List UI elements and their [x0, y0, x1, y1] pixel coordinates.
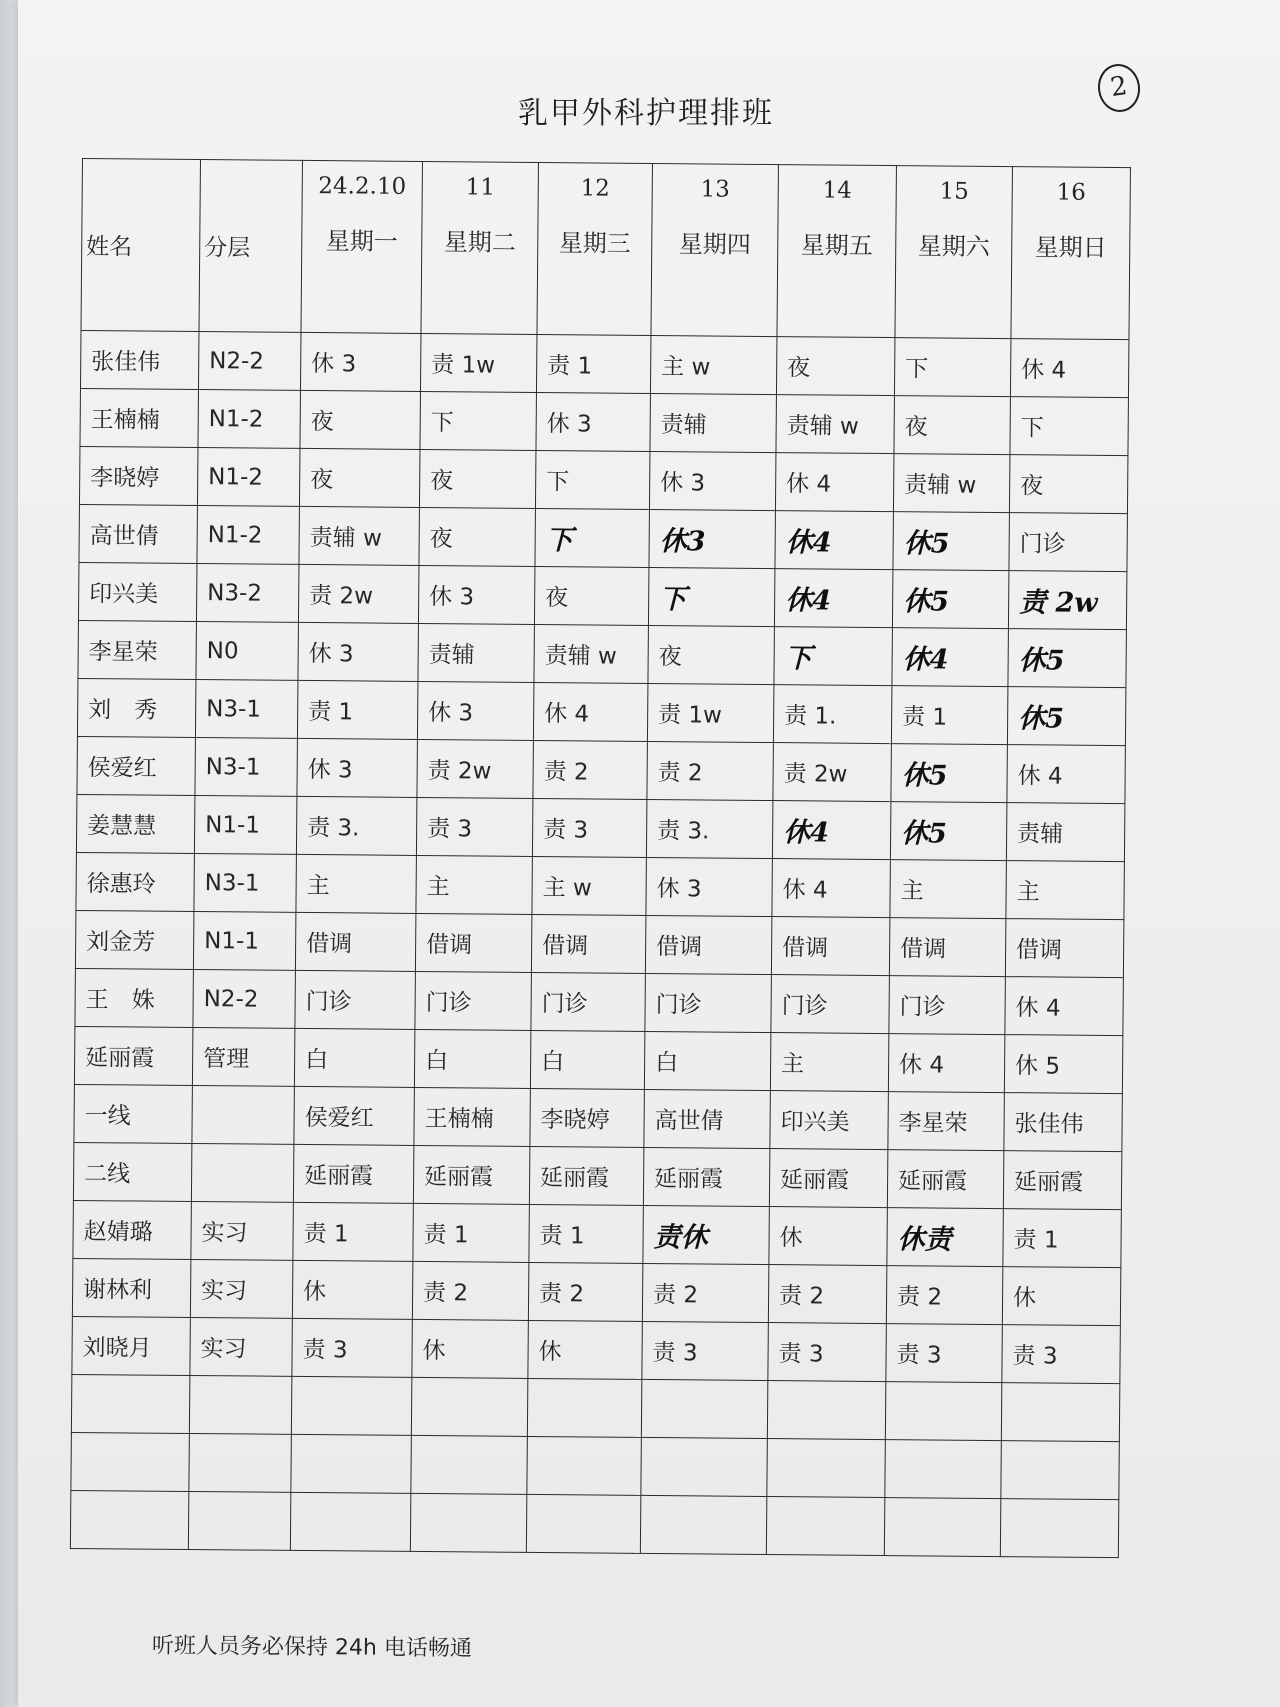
- shift-cell: 责 3: [292, 1318, 413, 1377]
- blank-cell: [884, 1498, 1001, 1557]
- shift-cell: 责 1: [297, 680, 418, 739]
- staff-name-cell: 印兴美: [78, 562, 197, 621]
- handwritten-shift-cell: 休5: [893, 512, 1010, 571]
- day-date: 16: [1056, 179, 1086, 206]
- blank-row: [71, 1432, 1119, 1499]
- shift-cell: 休 3: [418, 565, 535, 624]
- handwritten-shift-cell: 责休: [643, 1205, 770, 1264]
- day-weekday: 星期六: [917, 232, 990, 261]
- staff-level-cell: N1-1: [193, 912, 296, 971]
- schedule-row: [77, 736, 1125, 803]
- shift-cell: 责 3: [1002, 1325, 1121, 1384]
- shift-cell: 借调: [889, 918, 1006, 977]
- blank-row: [71, 1374, 1119, 1441]
- blank-cell: [1001, 1441, 1120, 1500]
- shift-cell: 休: [412, 1319, 529, 1378]
- handwritten-shift-cell: 休5: [1008, 629, 1127, 688]
- shift-cell: 责辅 w: [534, 624, 649, 683]
- shift-cell: 责 2: [647, 741, 774, 800]
- page-title: 乳甲外科护理排班: [518, 96, 774, 131]
- shift-cell: 责 1w: [420, 333, 537, 392]
- shift-cell: 白: [294, 1028, 415, 1087]
- name-header: 姓名: [81, 159, 200, 332]
- shift-cell: 印兴美: [770, 1091, 889, 1150]
- shift-cell: 休: [292, 1260, 413, 1319]
- blank-cell: [411, 1435, 528, 1494]
- handwritten-shift-cell: 休5: [891, 744, 1008, 803]
- shift-cell: 休 4: [888, 1034, 1005, 1093]
- staff-name-cell: 刘晓月: [72, 1316, 191, 1375]
- day-date: 15: [939, 178, 969, 205]
- staff-name-cell: 李星荣: [78, 620, 197, 679]
- day-date: 14: [822, 177, 852, 204]
- shift-cell: 借调: [645, 915, 772, 974]
- shift-cell: 责 2: [642, 1263, 769, 1322]
- shift-cell: 门诊: [415, 971, 532, 1030]
- blank-cell: [641, 1437, 768, 1496]
- schedule-row: [76, 794, 1124, 861]
- shift-cell: 门诊: [771, 975, 890, 1034]
- shift-cell: 责 3: [642, 1321, 769, 1380]
- staff-level-cell: N1-2: [198, 390, 301, 449]
- blank-cell: [641, 1379, 768, 1438]
- staff-name-cell: 张佳伟: [80, 330, 199, 389]
- shift-cell: 借调: [531, 914, 646, 973]
- shift-cell: 主: [890, 860, 1007, 919]
- shift-cell: 李晓婷: [530, 1088, 645, 1147]
- shift-cell: 休 5: [1004, 1035, 1123, 1094]
- day-weekday: 星期日: [1034, 233, 1107, 262]
- shift-cell: 休: [528, 1320, 643, 1379]
- shift-cell: 责 2: [886, 1266, 1003, 1325]
- schedule-row: [79, 446, 1127, 513]
- shift-cell: 休 4: [772, 859, 891, 918]
- staff-name-cell: 高世倩: [79, 504, 198, 563]
- shift-cell: 夜: [300, 390, 421, 449]
- handwritten-shift-cell: 休5: [892, 570, 1009, 629]
- schedule-table: [70, 158, 1131, 1558]
- shift-cell: 夜: [894, 396, 1011, 455]
- header-row: [81, 159, 1130, 340]
- staff-name-cell: 刘金芳: [75, 910, 194, 969]
- shift-cell: 夜: [534, 566, 649, 625]
- handwritten-shift-cell: 下: [535, 508, 650, 567]
- staff-name-cell: 谢林利: [72, 1258, 191, 1317]
- day-header: [537, 162, 652, 335]
- staff-name-cell: 徐惠玲: [76, 852, 195, 911]
- shift-cell: 责 2: [412, 1261, 529, 1320]
- schedule-row: [74, 1026, 1122, 1093]
- shift-cell: 延丽霞: [643, 1147, 770, 1206]
- blank-cell: [290, 1492, 411, 1551]
- shift-cell: 责 2: [768, 1265, 887, 1324]
- shift-cell: 下: [1010, 397, 1129, 456]
- shift-cell: 白: [644, 1031, 771, 1090]
- staff-name-cell: 李晓婷: [79, 446, 198, 505]
- shift-cell: 责 2w: [298, 564, 419, 623]
- shift-cell: 责 1: [891, 686, 1008, 745]
- handwritten-shift-cell: 休4: [774, 569, 893, 628]
- day-header: [1011, 167, 1130, 340]
- blank-cell: [70, 1490, 189, 1549]
- shift-cell: 责辅: [1006, 803, 1125, 862]
- shift-cell: 白: [414, 1029, 531, 1088]
- shift-cell: 下: [420, 391, 537, 450]
- staff-level-cell: N0: [196, 622, 299, 681]
- blank-cell: [410, 1493, 527, 1552]
- staff-level-cell: 实习: [191, 1201, 294, 1260]
- blank-cell: [291, 1434, 412, 1493]
- day-weekday: 星期一: [325, 227, 398, 256]
- handwritten-shift-cell: 休4: [775, 511, 894, 570]
- shift-cell: 夜: [776, 337, 895, 396]
- shift-cell: 侯爱红: [294, 1086, 415, 1145]
- blank-cell: [189, 1433, 292, 1492]
- shift-cell: 借调: [415, 913, 532, 972]
- blank-cell: [885, 1382, 1002, 1441]
- shift-cell: 借调: [295, 912, 416, 971]
- day-weekday: 星期五: [800, 231, 873, 260]
- shift-cell: 门诊: [295, 970, 416, 1029]
- shift-cell: 高世倩: [644, 1089, 771, 1148]
- shift-cell: 延丽霞: [887, 1150, 1004, 1209]
- staff-name-cell: 二线: [73, 1142, 192, 1201]
- shift-cell: 责 1: [529, 1204, 644, 1263]
- schedule-row: [73, 1142, 1121, 1209]
- schedule-row: [75, 910, 1123, 977]
- shift-cell: 休: [1002, 1267, 1121, 1326]
- shift-cell: 责 3: [886, 1324, 1003, 1383]
- shift-cell: 休 3: [297, 738, 418, 797]
- shift-cell: 责 3: [768, 1323, 887, 1382]
- blank-cell: [1000, 1499, 1119, 1558]
- schedule-row: [80, 388, 1128, 455]
- shift-cell: 责辅 w: [776, 395, 895, 454]
- schedule-row: [73, 1200, 1121, 1267]
- blank-cell: [527, 1378, 642, 1437]
- schedule-row: [79, 504, 1127, 571]
- staff-name-cell: 王 姝: [75, 968, 194, 1027]
- shift-cell: 主: [770, 1033, 889, 1092]
- shift-cell: 门诊: [645, 973, 772, 1032]
- blank-cell: [885, 1440, 1002, 1499]
- staff-level-cell: N2-2: [198, 332, 301, 391]
- shift-cell: 休: [769, 1207, 888, 1266]
- schedule-row: [77, 678, 1125, 745]
- shift-cell: 延丽霞: [529, 1146, 644, 1205]
- blank-cell: [526, 1494, 641, 1553]
- staff-level-cell: 管理: [192, 1028, 295, 1087]
- shift-cell: 延丽霞: [1003, 1151, 1122, 1210]
- staff-level-cell: N1-2: [197, 506, 300, 565]
- shift-cell: 门诊: [1009, 513, 1128, 572]
- shift-cell: 责辅: [418, 623, 535, 682]
- shift-cell: 主 w: [650, 335, 777, 394]
- staff-name-cell: 王楠楠: [80, 388, 199, 447]
- shift-cell: 休 4: [1010, 339, 1129, 398]
- shift-cell: 门诊: [531, 972, 646, 1031]
- shift-cell: 夜: [419, 507, 536, 566]
- handwritten-shift-cell: 责 2w: [1008, 571, 1127, 630]
- day-header: [651, 163, 778, 336]
- staff-level-cell: N3-1: [195, 680, 298, 739]
- day-weekday: 星期二: [443, 228, 516, 257]
- shift-cell: 责辅: [650, 393, 777, 452]
- shift-cell: 夜: [299, 448, 420, 507]
- handwritten-shift-cell: 下: [774, 627, 893, 686]
- blank-cell: [71, 1374, 190, 1433]
- shift-cell: 责 2: [533, 740, 648, 799]
- blank-row: [70, 1490, 1118, 1557]
- shift-cell: 责 3.: [646, 799, 773, 858]
- handwritten-shift-cell: 休5: [1007, 687, 1126, 746]
- day-header: [777, 165, 896, 338]
- shift-cell: 责 1.: [773, 685, 892, 744]
- shift-cell: 责 2: [528, 1262, 643, 1321]
- shift-cell: 休 3: [646, 857, 773, 916]
- shift-cell: 责 3.: [296, 796, 417, 855]
- shift-cell: 借调: [771, 917, 890, 976]
- blank-cell: [767, 1439, 886, 1498]
- shift-cell: 休 3: [298, 622, 419, 681]
- handwritten-shift-cell: 休4: [772, 801, 891, 860]
- staff-level-cell: [192, 1085, 295, 1144]
- shift-cell: 张佳伟: [1004, 1093, 1123, 1152]
- staff-level-cell: N3-1: [195, 738, 298, 797]
- staff-level-cell: N3-1: [194, 854, 297, 913]
- shift-cell: 延丽霞: [413, 1145, 530, 1204]
- staff-level-cell: N1-2: [197, 448, 300, 507]
- shift-cell: 休 4: [533, 682, 648, 741]
- shift-cell: 夜: [1009, 455, 1128, 514]
- staff-name-cell: 赵婧璐: [73, 1200, 192, 1259]
- shift-cell: 主: [1006, 861, 1125, 920]
- staff-name-cell: 刘 秀: [77, 678, 196, 737]
- staff-name-cell: 延丽霞: [74, 1026, 193, 1085]
- shift-cell: 责 1: [293, 1202, 414, 1261]
- shift-cell: 责 3: [416, 797, 533, 856]
- shift-cell: 主 w: [532, 856, 647, 915]
- shift-cell: 休 3: [300, 332, 421, 391]
- handwritten-shift-cell: 下: [648, 567, 775, 626]
- staff-level-cell: N3-2: [196, 564, 299, 623]
- shift-cell: 休 4: [775, 453, 894, 512]
- blank-cell: [767, 1381, 886, 1440]
- schedule-row: [72, 1258, 1120, 1325]
- schedule-row: [75, 968, 1123, 1035]
- shift-cell: 责 2w: [773, 743, 892, 802]
- handwritten-shift-cell: 休4: [892, 628, 1009, 687]
- footer-note: 听班人员务必保持 24h 电话畅通: [151, 1633, 473, 1662]
- day-header: [301, 160, 422, 333]
- staff-level-cell: 实习: [190, 1259, 293, 1318]
- shift-cell: 李星荣: [888, 1092, 1005, 1151]
- staff-level-cell: 实习: [190, 1317, 293, 1376]
- day-date: 11: [465, 174, 496, 201]
- day-header: [895, 166, 1012, 339]
- blank-cell: [766, 1497, 885, 1556]
- shift-cell: 责 1: [1003, 1209, 1122, 1268]
- shift-cell: 延丽霞: [769, 1149, 888, 1208]
- staff-level-cell: N2-2: [193, 970, 296, 1029]
- staff-name-cell: 姜慧慧: [76, 794, 195, 853]
- shift-cell: 休 4: [1005, 977, 1124, 1036]
- blank-cell: [411, 1377, 528, 1436]
- blank-cell: [1001, 1383, 1120, 1442]
- shift-cell: 责 1: [536, 334, 651, 393]
- shift-cell: 休 3: [649, 451, 776, 510]
- schedule-row: [78, 562, 1126, 629]
- shift-cell: 责 2w: [417, 739, 534, 798]
- shift-cell: 责 3: [532, 798, 647, 857]
- day-date: 13: [700, 176, 731, 203]
- blank-cell: [189, 1375, 292, 1434]
- blank-cell: [291, 1376, 412, 1435]
- shift-cell: 休 3: [417, 681, 534, 740]
- handwritten-shift-cell: 休责: [887, 1208, 1004, 1267]
- staff-level-cell: N1-1: [194, 796, 297, 855]
- schedule-row: [72, 1316, 1120, 1383]
- shift-cell: 下: [894, 338, 1011, 397]
- shift-cell: 责 1: [413, 1203, 530, 1262]
- level-header: 分层: [199, 160, 302, 333]
- day-weekday: 星期四: [678, 230, 751, 259]
- blank-cell: [640, 1495, 767, 1554]
- schedule-row: [76, 852, 1124, 919]
- shift-cell: 休 3: [536, 392, 651, 451]
- staff-name-cell: 一线: [74, 1084, 193, 1143]
- day-date: 24.2.10: [318, 173, 407, 200]
- shift-cell: 休 4: [1007, 745, 1126, 804]
- schedule-row: [74, 1084, 1122, 1151]
- staff-name-cell: 侯爱红: [77, 736, 196, 795]
- shift-cell: 主: [296, 854, 417, 913]
- shift-cell: 责 1w: [647, 683, 774, 742]
- shift-cell: 责辅 w: [893, 454, 1010, 513]
- shift-cell: 借调: [1005, 919, 1124, 978]
- staff-level-cell: [191, 1143, 294, 1202]
- day-date: 12: [580, 175, 611, 202]
- shift-cell: 门诊: [889, 976, 1006, 1035]
- blank-cell: [527, 1436, 642, 1495]
- day-header: [421, 161, 538, 334]
- page-number-mark: 2: [1095, 61, 1143, 114]
- blank-cell: [188, 1491, 291, 1550]
- blank-cell: [71, 1432, 190, 1491]
- shift-cell: 责辅 w: [299, 506, 420, 565]
- handwritten-shift-cell: 休3: [649, 509, 776, 568]
- shift-cell: 夜: [419, 449, 536, 508]
- shift-cell: 王楠楠: [414, 1087, 531, 1146]
- shift-cell: 延丽霞: [293, 1144, 414, 1203]
- schedule-row: [80, 330, 1128, 397]
- shift-cell: 白: [530, 1030, 645, 1089]
- day-weekday: 星期三: [558, 229, 631, 258]
- shift-cell: 夜: [648, 625, 775, 684]
- handwritten-shift-cell: 休5: [890, 802, 1007, 861]
- shift-cell: 主: [416, 855, 533, 914]
- schedule-row: [78, 620, 1126, 687]
- shift-cell: 下: [535, 450, 650, 509]
